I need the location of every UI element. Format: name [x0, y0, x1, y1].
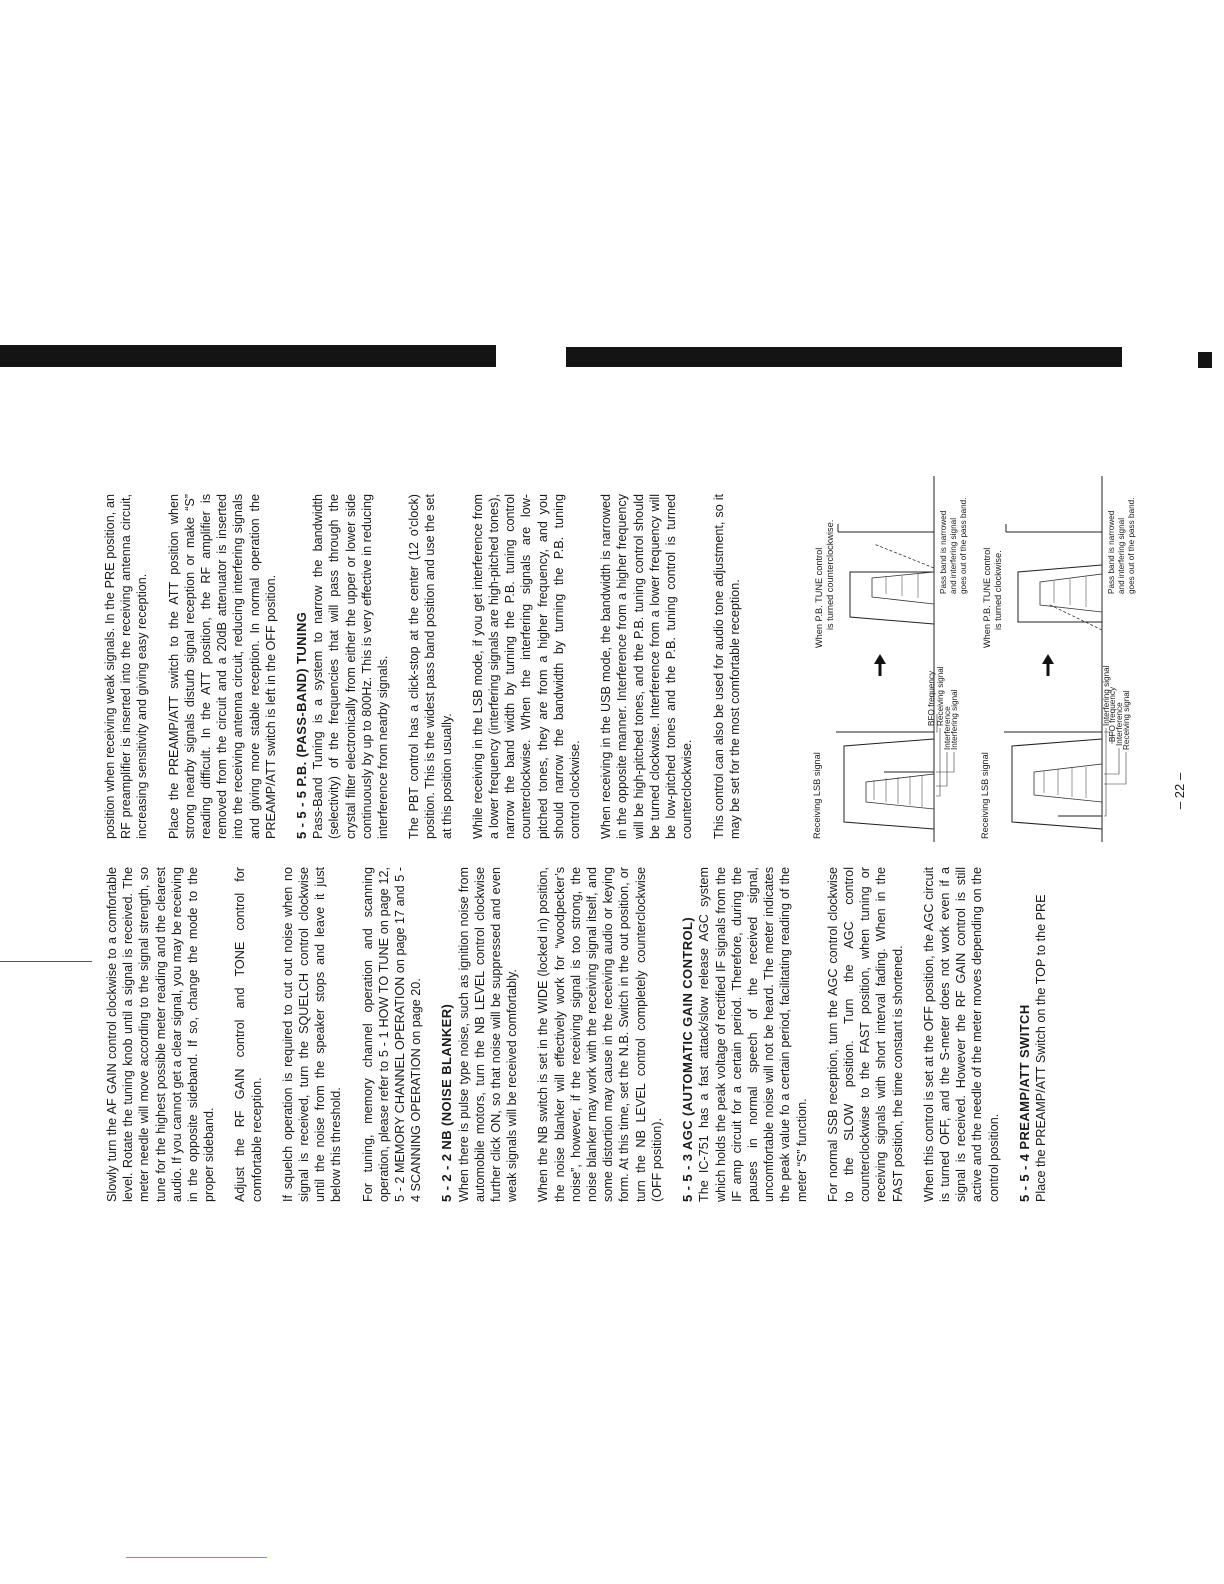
- caption-narrowed-line3: goes out of the pass band.: [1127, 497, 1136, 594]
- caption-narrowed-line2: and interfering signal: [949, 517, 958, 594]
- section-heading: 5 - 2 - 2 NB (NOISE BLANKER): [439, 1003, 455, 1202]
- paragraph: While receiving in the LSB mode, if you get interference from a lower frequency (interfering signals are high-pitched tones), narrow the band width by turning the P.B. tuning control counterclockwise. When the interfering signals are low-pitched tones, they are from a higher frequency, and you should narrow the bandwidth by turning the P.B. tuning control clockwise.: [470, 494, 583, 839]
- pbt-diagram-counterclockwise: [810, 474, 970, 844]
- paragraph: When receiving in the USB mode, the bandwidth is narrowed in the opposite manner. Interference from a higher frequency will be high-pitched tones, and the P.B. tuning control should be turned clockwise. Interference from a lower frequency will be low-pitched tones and the P.B. tuning control is turned counterclockwise.: [599, 494, 695, 839]
- diagram-title: Receiving LSB signal: [980, 752, 990, 839]
- interfering-signal-line: [1048, 604, 1102, 630]
- caption-narrowed-line3: goes out of the pass band.: [959, 497, 968, 594]
- caption-pbt-counterclockwise-line1: When P.B. TUNE control: [814, 547, 824, 648]
- text-column-right: [102, 494, 758, 839]
- caption-pbt-clockwise-line2: is turned clockwise.: [993, 550, 1003, 630]
- diagram-title: Receiving LSB signal: [812, 752, 822, 839]
- receiving-signal-shape: [866, 774, 934, 809]
- section-heading: 5 - 5 - 4 PREAMP/ATT SWITCH: [1016, 1004, 1032, 1202]
- paragraph: If squelch operation is required to cut out noise when no signal is received, turn the SQUELCH control clockwise until the noise from the speaker stops and leave it just below this threshold.: [280, 867, 344, 1202]
- label-interference: Interference: [1115, 702, 1124, 746]
- paragraph: Adjust the RF GAIN control and TONE control for comfortable reception.: [233, 867, 264, 1202]
- interfering-signal-line: [874, 544, 934, 568]
- label-interfering-signal: Interfering signal: [950, 689, 959, 750]
- arrow-icon: [1042, 654, 1054, 676]
- section-heading: 5 - 5 - 3 AGC (AUTOMATIC GAIN CONTROL): [680, 916, 696, 1202]
- paragraph: For normal SSB reception, turn the AGC control clockwise to the SLOW position. Turn the AGC control counterclockwise to the FAST position, when tuning or receiving signals with short interval fading. When in the FAST position, the time constant is shortened.: [825, 867, 905, 1202]
- paragraph: Pass-Band Tuning is a system to narrow the bandwidth (selectivity) of the frequencies that will pass through the crystal filter electronically from either the upper or lower side continuously by up to 800Hz. This is very effective in reducing interference from nearby signals.: [311, 494, 391, 839]
- arrow-icon: [874, 654, 886, 676]
- receiving-signal-shape: [1040, 574, 1102, 612]
- caption-narrowed-line2: and interfering signal: [1117, 517, 1126, 594]
- caption-narrowed-line1: Pass band is narrowed: [939, 510, 948, 594]
- paragraph: When this control is set at the OFF position, the AGC circuit is turned OFF, and the S-meter does not work even if a signal is received. However the RF GAIN control is still active and the needle of the meter moves depending on the control position.: [921, 867, 1001, 1202]
- label-bfo-frequency: BFO frequency: [1108, 686, 1117, 742]
- paragraph: The IC-751 has a fast attack/slow release AGC system which holds the peak voltage of rectified IF signals from the IF amp circuit for a certain period. Therefore, during the pauses in normal speech of the received signal, uncomfortable noise will not be heard. The meter indicates the peak value fo a certain period, facilitating reading of the meter “S” function.: [697, 867, 809, 1202]
- passband-outline: [844, 739, 934, 829]
- label-interfering-signal: Interfering signal: [1102, 665, 1111, 726]
- label-bfo-frequency: BFO frequency: [927, 670, 936, 726]
- caption-narrowed-line1: Pass band is narrowed: [1107, 510, 1116, 594]
- paragraph: When the NB switch is set in the WIDE (locked in) position, the noise blanker will effectively work for “woodpecker’s noise”, however, if the receiving signal is too strong, the noise blanker may work with the receiving signal itself, and some distortion may cause in the receiving audio or keying form. At this time, set the N.B. Switch in the out position, or turn the NB LEVEL control completely counterclockwise (OFF position).: [536, 867, 664, 1202]
- paragraph: position when receiving weak signals. In the PRE position, an RF preamplifier is inserted into the receiving antenna circuit, increasing sensitivity and giving easy reception.: [103, 494, 150, 839]
- label-receiving-signal: Receiving signal: [1122, 690, 1131, 750]
- paragraph: Place the PREAMP/ATT switch to the ATT position when strong nearby signals disturb signal reception or make “S” reading difficult. In the ATT position, the RF amplifier is removed from the circuit and a 20dB attenuator is inserted into the receiving antenna circuit, reducing interfering signals and giving more stable reception. In normal operation the PREAMP/ATT switch is left in the OFF position.: [166, 494, 278, 839]
- caption-pbt-clockwise-line1: When P.B. TUNE control: [982, 547, 992, 648]
- narrowed-passband-outline: [1018, 565, 1102, 622]
- caption-pbt-counterclockwise-line2: is turned counterclockwise.: [825, 519, 835, 630]
- paragraph: When there is pulse type noise, such as ignition noise from automobile motors, turn the NB LEVEL control clockwise further click ON, so that noise will be suppressed and even weak signals will be received comfortably.: [456, 867, 520, 1202]
- label-interference: Interference: [943, 706, 952, 750]
- receiving-signal-shape: [872, 572, 934, 604]
- paragraph: The PBT control has a click-stop at the center (12 o'clock) position. This is the widest pass band position and use the set at this position usually.: [407, 494, 454, 839]
- pbt-diagram-clockwise: [978, 474, 1138, 844]
- paragraph: This control can also be used for audio tone adjustment, so it may be set for the most comfortable reception.: [711, 494, 742, 839]
- paragraph: Place the PREAMP/ATT Switch on the TOP to the PRE: [1033, 894, 1048, 1202]
- section-heading: 5 - 5 - 5 P.B. (PASS-BAND) TUNING: [294, 611, 310, 839]
- paragraph: For tuning, memory channel operation and scanning operation, please refer to 5 - 1 HOW TO TUNE on page 12, 5 - 2 MEMORY CHANNEL OPERATION on page 17 and 5 - 4 SCANNING OPERATION on page 20.: [360, 867, 424, 1202]
- narrowed-passband-outline: [850, 572, 934, 624]
- text-column-left: [104, 867, 1064, 1202]
- page-number: – 22 –: [1172, 772, 1187, 810]
- label-receiving-signal: Receiving signal: [936, 666, 945, 726]
- paragraph: Slowly turn the AF GAIN control clockwise to a comfortable level. Rotate the tuning knob until a signal is received. The meter needle will move according to the signal strength, so tune for the highest possible meter reading and the clearest audio. If you cannot get a clear signal, you may be receiving in the opposite sideband. If so, change the mode to the proper sideband.: [105, 867, 217, 1202]
